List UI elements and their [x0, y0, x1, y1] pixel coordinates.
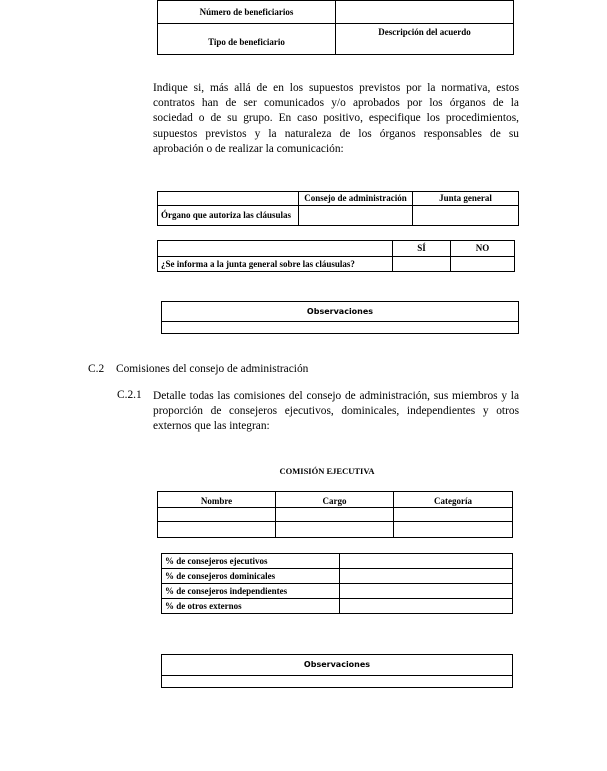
organo-table [157, 191, 519, 226]
porcentaje-ejecutivos-cell[interactable] [340, 554, 513, 569]
observaciones-table-1 [161, 301, 519, 334]
nombre-cell[interactable] [158, 522, 276, 538]
paragraph-comunicacion [153, 81, 519, 157]
consejo-cell[interactable] [299, 206, 413, 226]
no-cell[interactable] [451, 257, 515, 272]
porcentaje-otros-label: % de otros externos [162, 599, 340, 614]
descripcion-acuerdo-label: Descripción del acuerdo [336, 24, 514, 55]
porcentaje-independientes-label: % de consejeros independientes [162, 584, 340, 599]
categoria-cell[interactable] [394, 508, 513, 522]
numero-beneficiarios-label: Número de beneficiarios [158, 1, 336, 24]
informa-table [157, 240, 515, 272]
junta-header: Junta general [413, 192, 519, 206]
observaciones-cell[interactable] [162, 676, 513, 688]
categoria-cell[interactable] [394, 522, 513, 538]
paragraph-line: proporción de consejeros ejecutivos, dominicales, independientes y otros [153, 405, 519, 418]
si-header: SÍ [393, 241, 451, 257]
informa-row-label: ¿Se informa a la junta general sobre las cláusulas? [158, 257, 393, 272]
observaciones-cell[interactable] [162, 322, 519, 334]
paragraph-line: supuestos previstos y la naturaleza de los órganos responsables de su [153, 127, 519, 140]
tipo-beneficiario-label: Tipo de beneficiario [158, 24, 336, 55]
observaciones-header: Observaciones [162, 302, 519, 322]
section-c21-text [153, 389, 519, 435]
observaciones-table-2 [161, 654, 513, 688]
section-c2-number: C.2 [88, 363, 105, 375]
si-cell[interactable] [393, 257, 451, 272]
paragraph-line: Indique si, más allá de en los supuestos previstos por la normativa, estos [153, 82, 519, 94]
comision-ejecutiva-title: COMISIÓN EJECUTIVA [279, 466, 375, 476]
paragraph-line: sociedad o de su grupo. En caso positivo, especifique los procedimientos, [153, 112, 519, 125]
empty-header-cell [158, 241, 393, 257]
comision-table [157, 491, 513, 538]
nombre-header: Nombre [158, 492, 276, 508]
no-header: NO [451, 241, 515, 257]
porcentajes-table [161, 553, 513, 614]
paragraph-line: aprobación o de realizar la comunicación: [153, 142, 344, 155]
paragraph-line: externos que las integran: [153, 420, 270, 433]
porcentaje-ejecutivos-label: % de consejeros ejecutivos [162, 554, 340, 569]
porcentaje-independientes-cell[interactable] [340, 584, 513, 599]
organo-row-label: Órgano que autoriza las cláusulas [158, 206, 299, 226]
observaciones-header: Observaciones [162, 655, 513, 676]
categoria-header: Categoría [394, 492, 513, 508]
cargo-cell[interactable] [276, 522, 394, 538]
section-c2-title: Comisiones del consejo de administración [116, 363, 309, 375]
porcentaje-otros-cell[interactable] [340, 599, 513, 614]
cargo-cell[interactable] [276, 508, 394, 522]
beneficiarios-table [157, 0, 514, 55]
numero-beneficiarios-cell[interactable] [336, 1, 514, 24]
paragraph-line: contratos han de ser comunicados y/o aprobados por los órganos de la [153, 97, 519, 110]
paragraph-line: Detalle todas las comisiones del consejo de administración, sus miembros y la [153, 390, 519, 402]
nombre-cell[interactable] [158, 508, 276, 522]
junta-cell[interactable] [413, 206, 519, 226]
cargo-header: Cargo [276, 492, 394, 508]
porcentaje-dominicales-cell[interactable] [340, 569, 513, 584]
consejo-header: Consejo de administración [299, 192, 413, 206]
empty-header-cell [158, 192, 299, 206]
section-c21-number: C.2.1 [117, 389, 142, 401]
porcentaje-dominicales-label: % de consejeros dominicales [162, 569, 340, 584]
